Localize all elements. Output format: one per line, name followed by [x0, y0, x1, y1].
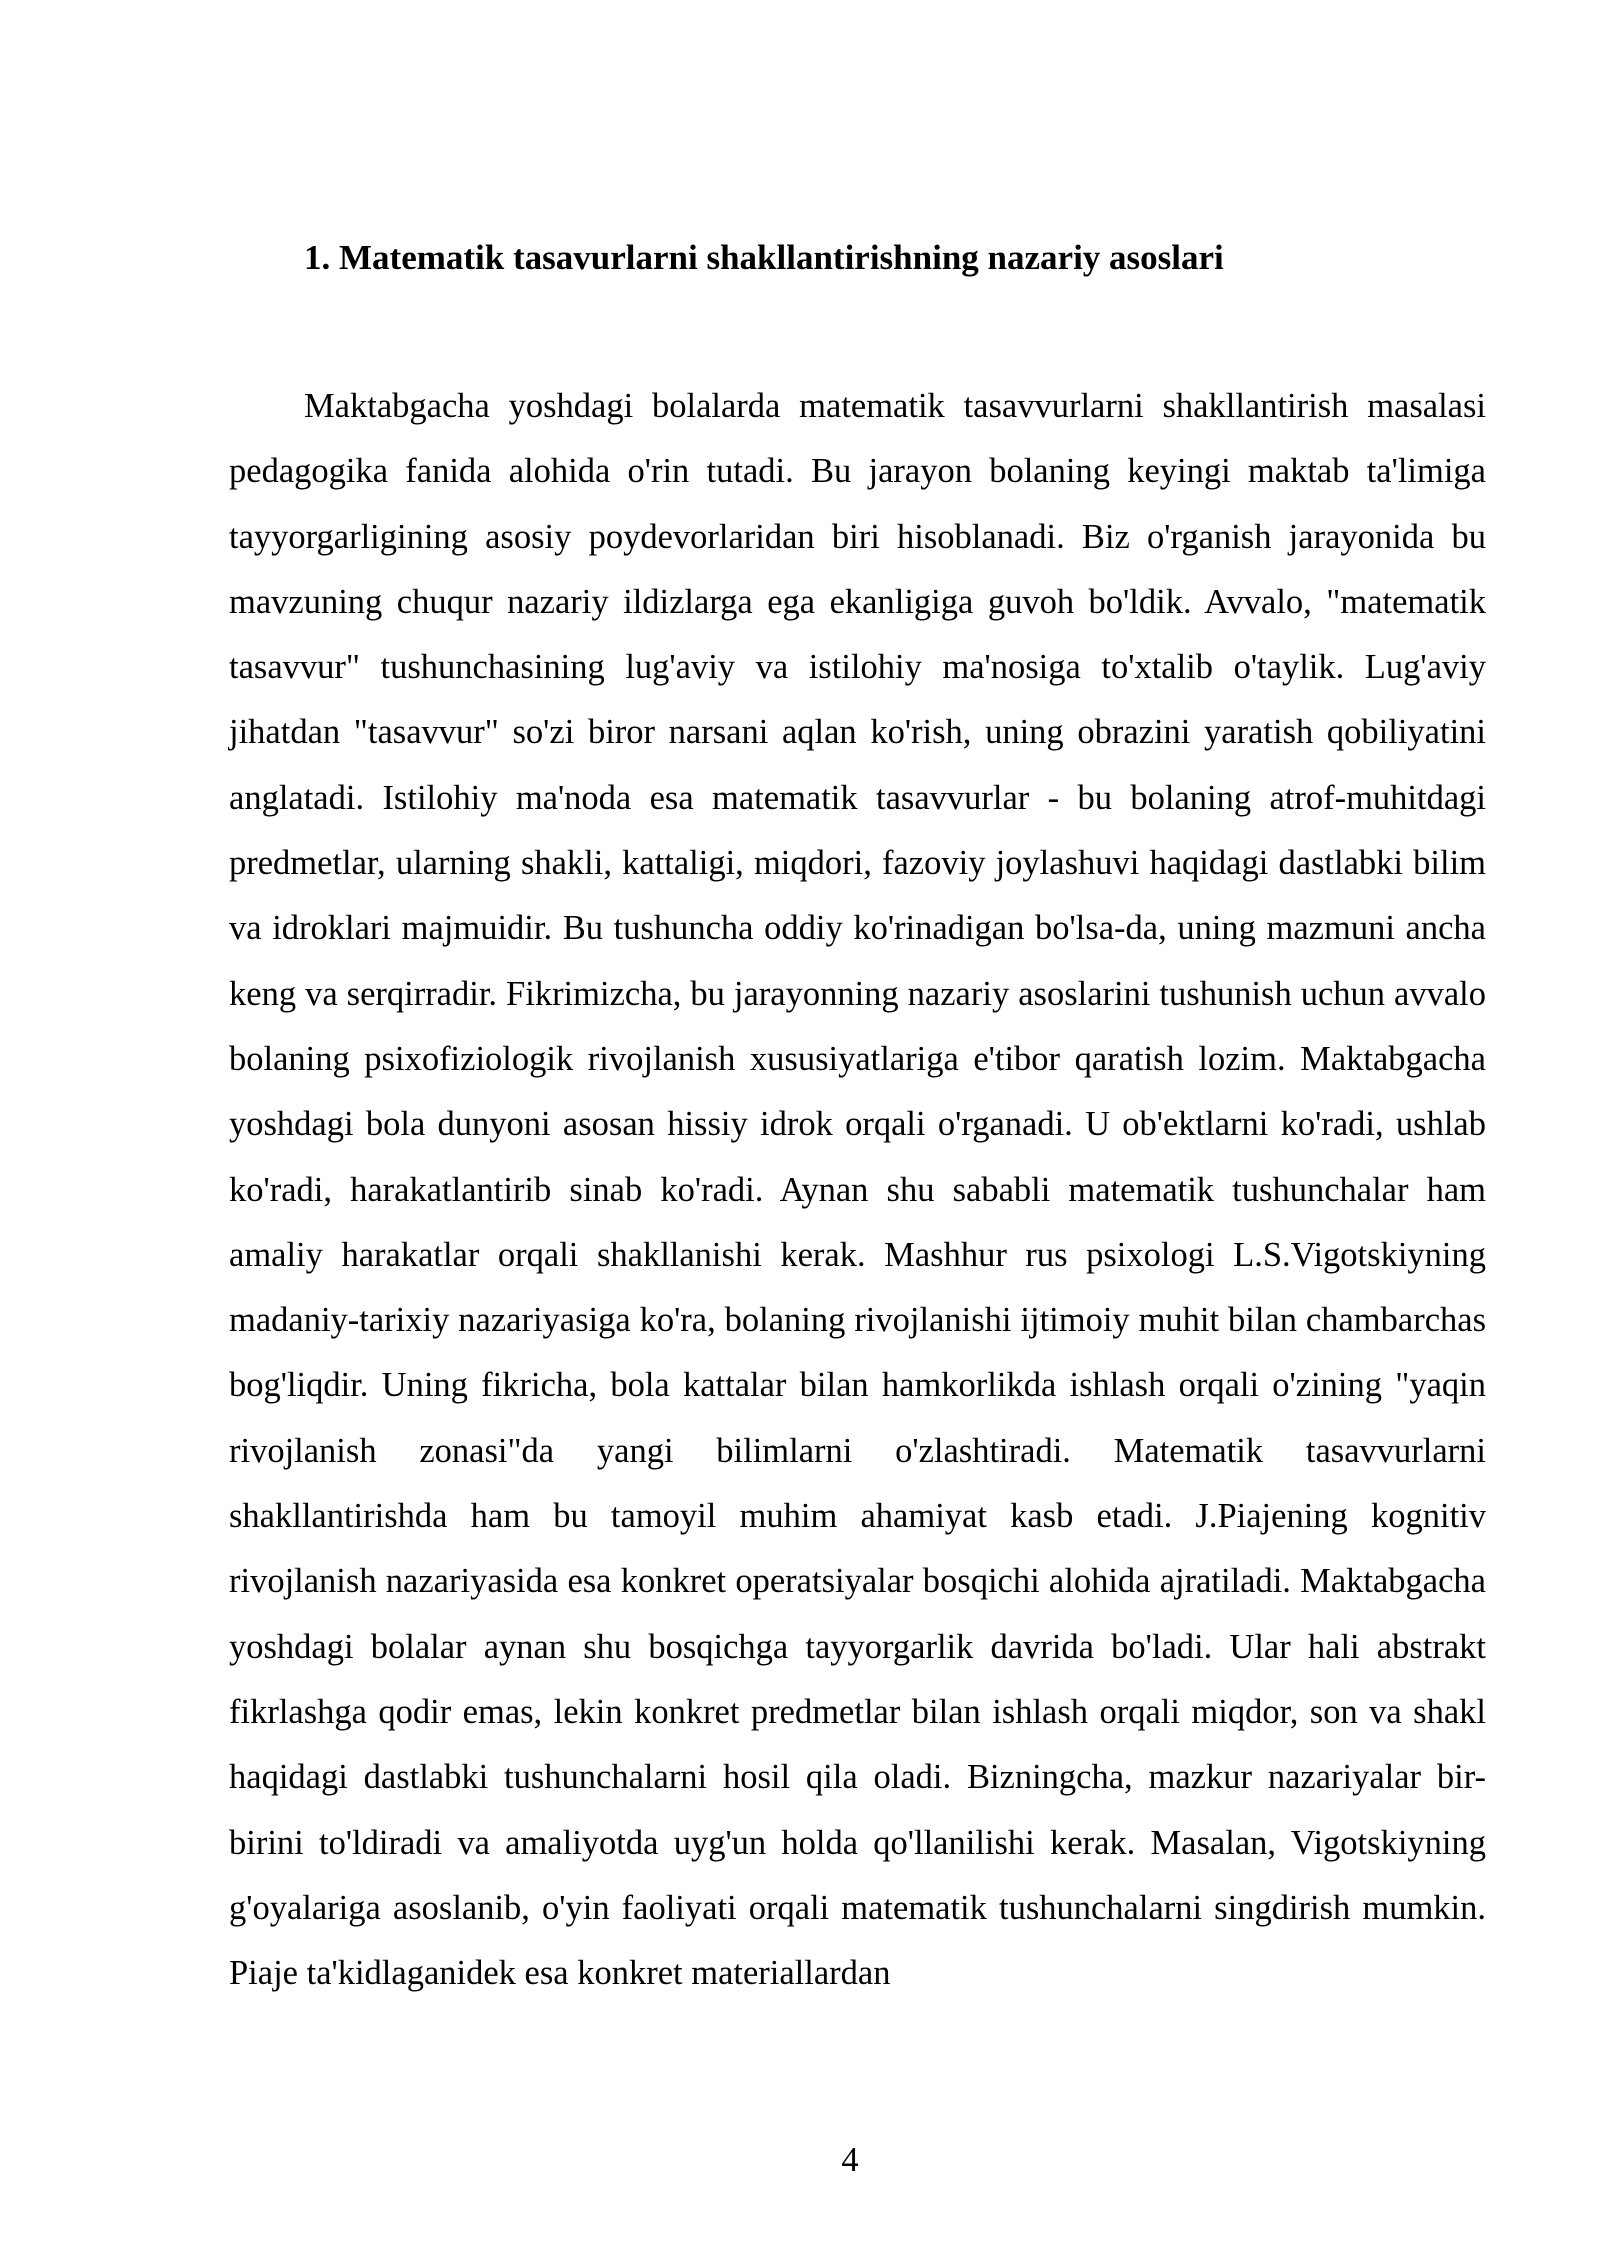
section-heading: 1. Matematik tasavurlarni shakllantirishning nazariy asoslari [304, 238, 1224, 277]
body-paragraph: Maktabgacha yoshdagi bolalarda matematik tasavvurlarni shakllantirish masalasi pedagogika fanida alohida o'rin tutadi. Bu jarayon bolaning keyingi maktab ta'limiga tayyorgarligining asosiy poydevorlaridan biri hisoblanadi. Biz o'rganish jarayonida bu mavzuning chuqur nazariy ildizlarga ega ekanligiga guvoh bo'ldik. Avvalo, "matematik tasavvur" tushunchasining lug'aviy va istilohiy ma'nosiga to'xtalib o'taylik. Lug'aviy jihatdan "tasavvur" so'zi biror narsani aqlan ko'rish, uning obrazini yaratish qobiliyatini anglatadi. Istilohiy ma'noda esa matematik tasavvurlar - bu bolaning atrof-muhitdagi predmetlar, ularning shakli, kattaligi, miqdori, fazoviy joylashuvi haqidagi dastlabki bilim va idroklari majmuidir. Bu tushuncha oddiy ko'rinadigan bo'lsa-da, uning mazmuni ancha keng va serqirradir. Fikrimizcha, bu jarayonning nazariy asoslarini tushunish uchun avvalo bolaning psixofiziologik rivojlanish xususiyatlariga e'tibor qaratish lozim. Maktabgacha yoshdagi bola dunyoni asosan hissiy idrok orqali o'rganadi. U ob'ektlarni ko'radi, ushlab ko'radi, harakatlantirib sinab ko'radi. Aynan shu sababli matematik tushunchalar ham amaliy harakatlar orqali shakllanishi kerak. Mashhur rus psixologi L.S.Vigotskiyning madaniy-tarixiy nazariyasiga ko'ra, bolaning rivojlanishi ijtimoiy muhit bilan chambarchas bog'liqdir. Uning fikricha, bola kattalar bilan hamkorlikda ishlash orqali o'zining "yaqin rivojlanish zonasi"da yangi bilimlarni o'zlashtiradi. Matematik tasavvurlarni shakllantirishda ham bu tamoyil muhim ahamiyat kasb etadi. J.Piajening kognitiv rivojlanish nazariyasida esa konkret operatsiyalar bosqichi alohida ajratiladi. Maktabgacha yoshdagi bolalar aynan shu bosqichga tayyorgarlik davrida bo'ladi. Ular hali abstrakt fikrlashga qodir emas, lekin konkret predmetlar bilan ishlash orqali miqdor, son va shakl haqidagi dastlabki tushunchalarni hosil qila oladi. Bizningcha, mazkur nazariyalar bir-birini to'ldiradi va amaliyotda uyg'un holda qo'llanilishi kerak. Masalan, Vigotskiyning g'oyalariga asoslanib, o'yin faoliyati orqali matematik tushunchalarni singdirish mumkin. Piaje ta'kidlaganidek esa konkret materiallardan [229, 387, 1486, 1993]
page-number: 4 [841, 2141, 859, 2179]
